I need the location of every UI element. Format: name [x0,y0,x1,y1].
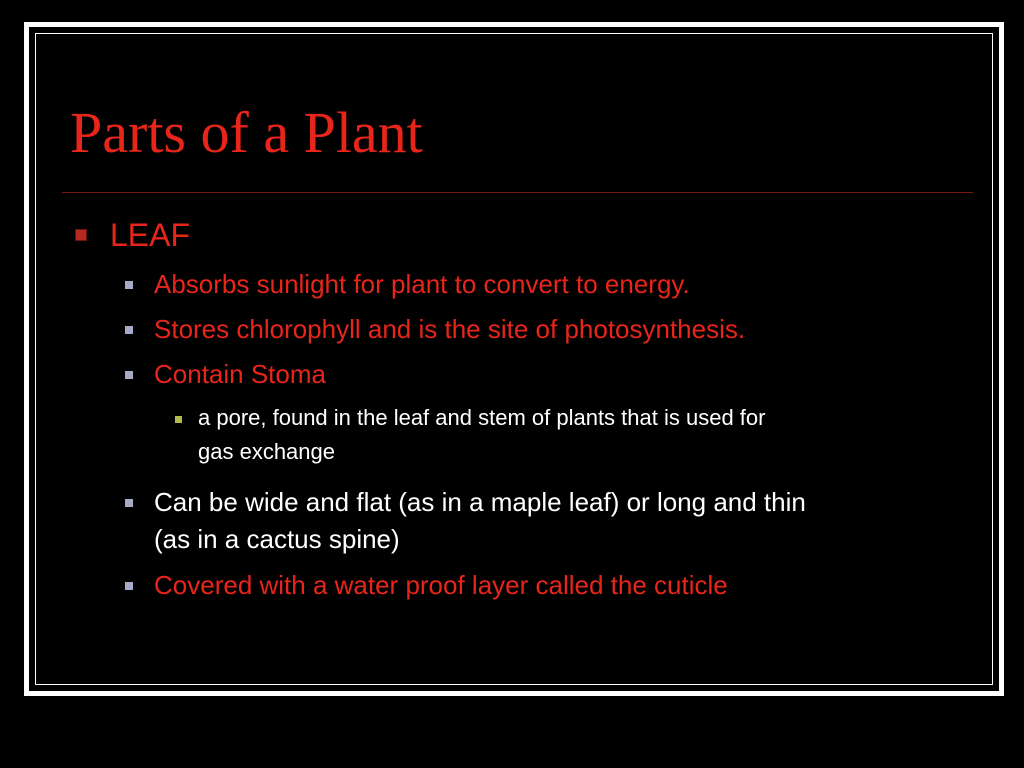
point-leaf-shape-line2: (as in a cactus spine) [154,524,400,554]
level2-bullet-icon [125,281,133,289]
point-cuticle: Covered with a water proof layer called the cuticle [154,570,728,600]
level2-bullet-icon [125,582,133,590]
subpoint-stoma-definition-line1: a pore, found in the leaf and stem of plants that is used for [198,405,766,430]
level3-bullet-icon [175,416,182,423]
point-contain-stoma: Contain Stoma [154,359,326,389]
point-absorbs-sunlight: Absorbs sunlight for plant to convert to energy. [154,269,690,299]
point-leaf-shape-line1: Can be wide and flat (as in a maple leaf) or long and thin [154,487,806,517]
subpoint-stoma-definition-line2: gas exchange [198,439,335,464]
point-stores-chlorophyll: Stores chlorophyll and is the site of photosynthesis. [154,314,746,344]
level2-bullet-icon [125,326,133,334]
level1-bullet-icon [75,229,87,241]
bullet-leaf: LEAF [110,217,191,253]
level2-bullet-icon [125,499,133,507]
slide-title: Parts of a Plant [70,100,423,165]
level2-bullet-icon [125,371,133,379]
